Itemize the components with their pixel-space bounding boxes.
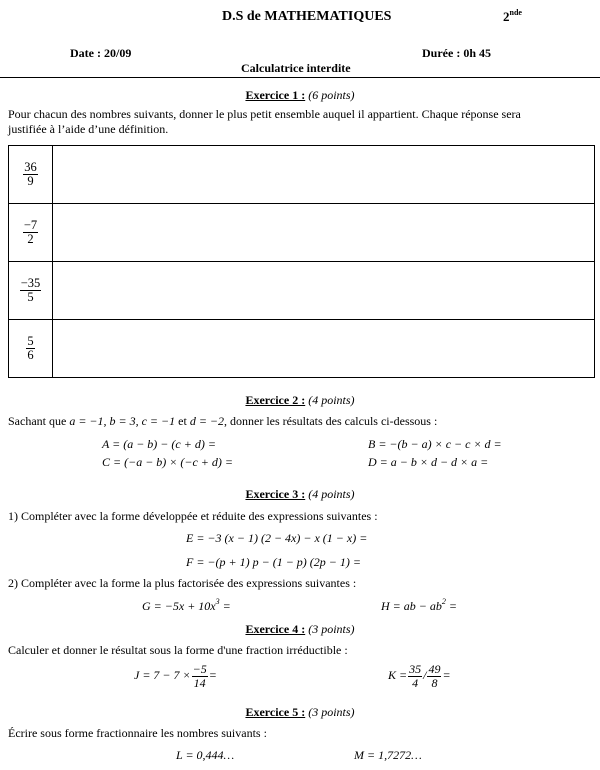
table-row [9, 204, 595, 262]
header-divider [0, 77, 600, 78]
exam-date: Date : 20/09 [70, 46, 132, 60]
ex1-instruction-line1: Pour chacun des nombres suivants, donner le plus petit ensemble auquel il appartient. Chaque réponse sera [8, 107, 521, 121]
ex1-instruction-line2: justifiée à l’aide d’une définition. [8, 122, 169, 136]
calculator-notice: Calculatrice interdite [241, 61, 351, 75]
table-row [9, 320, 595, 378]
number-cell: $\frac{-35}{5}$ [9, 262, 53, 320]
answer-cell[interactable] [53, 146, 595, 204]
expr-J: J = 7 − 7 × $\frac{-5}{14}$ = [134, 662, 217, 690]
answer-cell[interactable] [53, 262, 595, 320]
table-row [9, 262, 595, 320]
ex5-heading: Exercice 5 : (3 points) [245, 705, 355, 719]
expr-E: E = −3 (x − 1) (2 − 4x) − x (1 − x) = [186, 531, 368, 545]
class-level: 2nde [503, 8, 522, 24]
number-cell: $\frac{5}{6}$ [9, 320, 53, 378]
ex4-instruction: Calculer et donner le résultat sous la forme d'une fraction irréductible : [8, 643, 348, 657]
ex2-heading: Exercice 2 : (4 points) [245, 393, 355, 407]
answer-cell[interactable] [53, 320, 595, 378]
number-cell: $\frac{-7}{2}$ [9, 204, 53, 262]
ex2-instruction: Sachant que a = −1, b = 3, c = −1 et d = −2, donner les résultats des calculs ci-dessous : [8, 414, 438, 428]
expr-G: $G = -5x + 10x^3$ = [142, 597, 231, 613]
exam-duration: Durée : 0h 45 [422, 46, 491, 60]
expr-H: H = ab − $ab^2$ = [381, 597, 457, 613]
page-title: D.S de MATHEMATIQUES [222, 9, 392, 24]
expr-M: M = 1,7272… [354, 748, 422, 762]
expr-K: K = $\frac{35}{4}$ / $\frac{49}{8}$ = [388, 662, 451, 690]
ex3-heading: Exercice 3 : (4 points) [245, 487, 355, 501]
expr-B: B = −(b − a) × c − c × d = [368, 437, 502, 451]
ex3-question1: 1) Compléter avec la forme développée et réduite des expressions suivantes : [8, 509, 378, 523]
expr-D: D = a − b × d − d × a = [368, 455, 489, 469]
expr-C: C = (−a − b) × (−c + d) = [102, 455, 233, 469]
expr-L: L = 0,444… [176, 748, 235, 762]
expr-A: A = (a − b) − (c + d) = [102, 437, 216, 451]
expr-F: F = −(p + 1) p − (1 − p) (2p − 1) = [186, 555, 361, 569]
ex4-heading: Exercice 4 : (3 points) [245, 622, 355, 636]
ex5-instruction: Écrire sous forme fractionnaire les nombres suivants : [8, 726, 267, 740]
ex3-question2: 2) Compléter avec la forme la plus factorisée des expressions suivantes : [8, 576, 357, 590]
table-row [9, 146, 595, 204]
ex1-heading: Exercice 1 : (6 points) [245, 88, 355, 102]
answer-cell[interactable] [53, 204, 595, 262]
number-cell: $\frac{36}{9}$ [9, 146, 53, 204]
numbers-table [8, 145, 595, 378]
